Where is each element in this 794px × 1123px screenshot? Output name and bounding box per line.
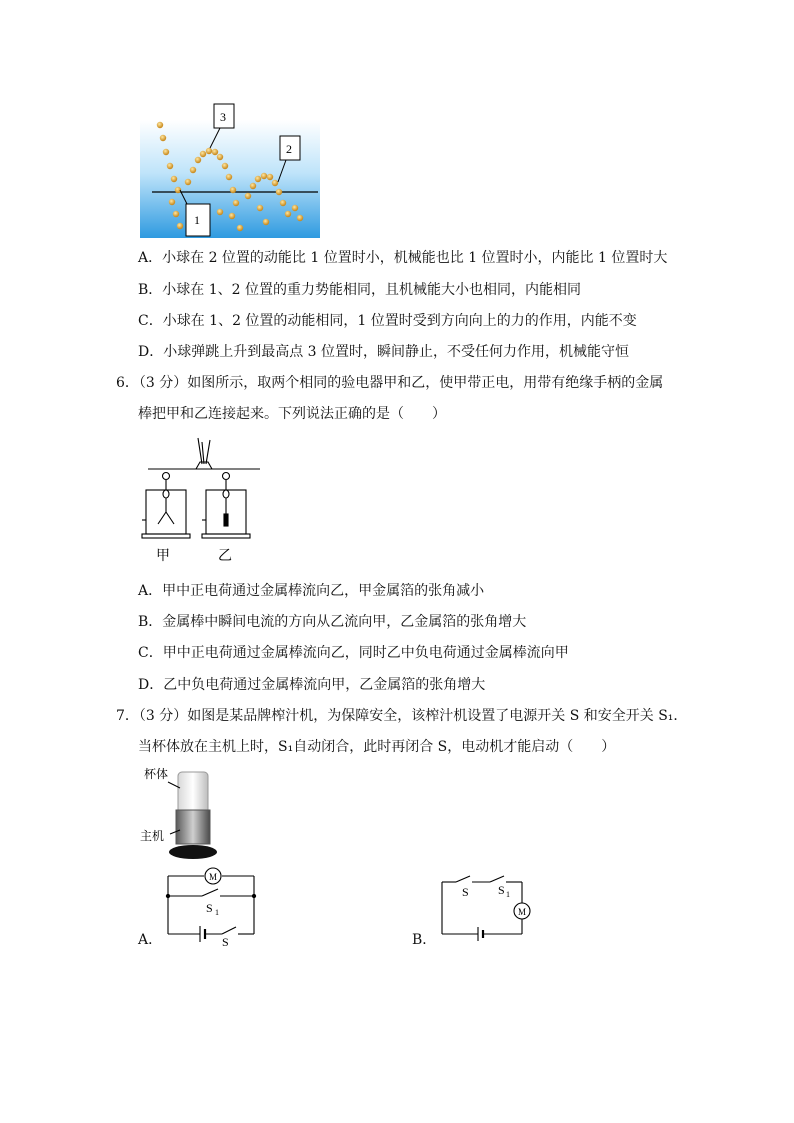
option-letter: D． [138,344,164,360]
label-yi: 乙 [218,548,232,564]
s-label: S [462,885,469,899]
s1-label: S [206,901,213,915]
label-cup: 杯体 [144,767,169,781]
question-text: 如图所示，取两个相同的验电器甲和乙，使甲带正电，用带有绝缘手柄的金属 [187,375,664,391]
question-text: 当杯体放在主机上时，S₁自动闭合，此时再闭合 S，电动机才能启动（ ） [138,739,616,755]
option-letter: B． [412,932,437,948]
q5-option-b[interactable] [138,280,581,300]
option-text: 小球在 2 位置的动能比 1 位置时小，机械能也比 1 位置时小，内能比 1 位置时大 [162,250,668,266]
cup-body [178,772,208,814]
option-letter: C． [138,645,163,661]
circuit-b [438,870,538,942]
q6-stem-line1 [116,373,663,393]
option-letter: A． [138,932,163,948]
electroscope-jia [142,473,190,539]
motor-label: M [209,872,218,882]
option-text: 小球在 1、2 位置的动能相同，1 位置时受到方向向上的力的作用，内能不变 [162,313,637,329]
option-letter: B． [138,614,163,630]
label-1: 1 [194,213,200,227]
q6-option-d[interactable] [138,675,485,695]
question-number: 6． [116,375,139,391]
juicer-figure [140,764,230,864]
option-text: 甲中正电荷通过金属棒流向乙，甲金属箔的张角减小 [162,583,485,599]
option-text: 金属棒中瞬间电流的方向从乙流向甲，乙金属箔的张角增大 [162,614,527,630]
motor-label: M [518,907,527,917]
s1-label: S [498,883,505,897]
option-letter: D． [138,677,164,693]
bouncing-ball-figure [140,100,320,238]
main-unit [176,810,210,844]
q6-option-c[interactable] [138,643,569,663]
question-text: 如图是某品牌榨汁机，为保障安全，该榨汁机设置了电源开关 S 和安全开关 S₁． [187,708,688,724]
q5-option-c[interactable] [138,311,637,331]
circuit-a [164,866,264,946]
label-main-unit: 主机 [140,829,165,843]
s-label: S [222,935,229,946]
hand-icon [198,438,210,464]
option-text: 小球弹跳上升到最高点 3 位置时，瞬间静止，不受任何力作用，机械能守恒 [163,344,630,360]
q6-stem-line2 [138,404,446,424]
option-text: 小球在 1、2 位置的重力势能相同，且机械能大小也相同，内能相同 [162,282,582,298]
label-jia: 甲 [156,548,170,564]
option-letter: A． [138,583,163,599]
electroscope-figure [140,436,270,568]
option-letter: B． [138,282,163,298]
q7-option-a-label[interactable] [138,930,162,950]
label-2: 2 [286,142,292,156]
q7-stem-line1 [116,706,687,726]
s1-subscript: 1 [506,890,510,899]
q5-option-d[interactable] [138,342,629,362]
option-letter: A． [138,250,163,266]
option-letter: C． [138,313,163,329]
option-text: 乙中负电荷通过金属棒流向甲，乙金属箔的张角增大 [163,677,486,693]
base-foot [169,845,217,859]
question-number: 7． [116,708,139,724]
q5-option-a[interactable] [138,248,667,268]
question-score: （3 分） [138,375,188,391]
q7-option-b-label[interactable] [412,930,436,950]
q6-option-a[interactable] [138,581,484,601]
question-text: 棒把甲和乙连接起来。下列说法正确的是（ ） [138,406,446,422]
q6-option-b[interactable] [138,612,526,632]
q7-stem-line2 [138,737,615,757]
option-text: 甲中正电荷通过金属棒流向乙，同时乙中负电荷通过金属棒流向甲 [162,645,569,661]
label-3: 3 [220,110,226,124]
question-score: （3 分） [138,708,188,724]
s1-subscript: 1 [215,908,219,917]
electroscope-yi [202,473,250,539]
